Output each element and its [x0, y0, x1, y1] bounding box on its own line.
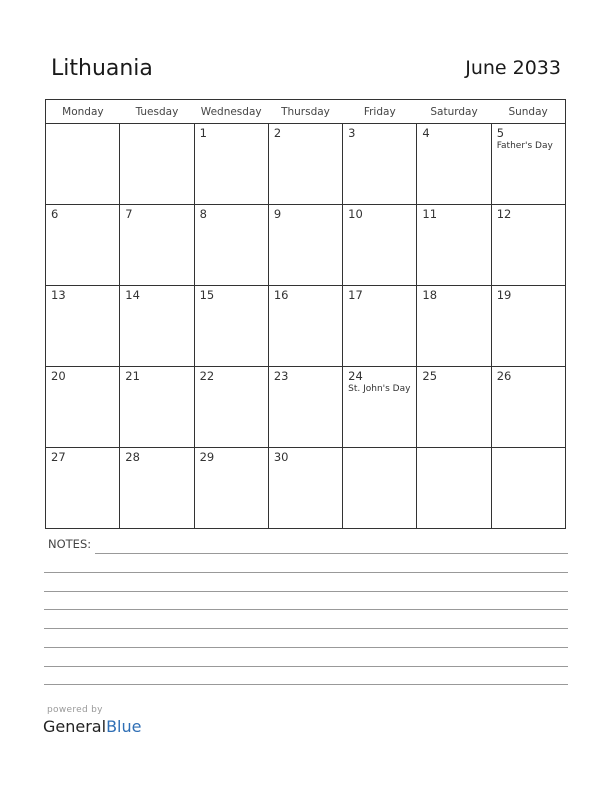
day-number: 28 [125, 450, 140, 464]
day-number: 9 [273, 207, 282, 221]
day-cell [194, 205, 268, 286]
brand-blue: Blue [106, 717, 142, 736]
country-title: Lithuania [51, 56, 153, 81]
day-number: 3 [348, 126, 356, 140]
weekday-monday: Monday [46, 100, 120, 124]
day-number: 18 [422, 288, 438, 302]
day-cell [194, 286, 268, 367]
weekday-friday: Friday [343, 100, 417, 124]
day-number: 23 [273, 369, 289, 383]
day-number: 26 [496, 369, 512, 383]
day-cell [417, 367, 491, 448]
brand-general: General [43, 717, 107, 736]
day-cell [417, 448, 491, 529]
day-number: 22 [199, 369, 215, 383]
day-number: 20 [51, 369, 66, 383]
holiday-label: St. John's Day [348, 384, 411, 394]
day-cell [194, 448, 268, 529]
notes-line [44, 591, 568, 592]
day-number: 4 [422, 126, 430, 140]
day-number: 6 [51, 207, 59, 221]
powered-by-text: powered by [47, 705, 103, 715]
notes-label: NOTES: [48, 537, 92, 551]
day-cell [194, 124, 268, 205]
day-cell [343, 205, 417, 286]
day-cell [343, 448, 417, 529]
week-row [46, 367, 566, 448]
day-cell [120, 448, 194, 529]
notes-line [44, 684, 568, 685]
day-cell [343, 367, 417, 448]
day-cell [417, 286, 491, 367]
notes-line [44, 666, 568, 667]
month-year-title: June 2033 [465, 57, 561, 79]
calendar-grid [45, 99, 566, 529]
day-number: 27 [51, 450, 66, 464]
day-number: 17 [348, 288, 363, 302]
day-cell [268, 205, 342, 286]
day-cell [120, 286, 194, 367]
day-number: 1 [199, 126, 207, 140]
day-cell [120, 205, 194, 286]
notes-line [44, 647, 568, 648]
day-cell [491, 448, 565, 529]
day-cell [46, 124, 120, 205]
day-number: 29 [199, 450, 215, 464]
day-cell [268, 286, 342, 367]
day-cell [491, 367, 565, 448]
day-number: 7 [125, 207, 133, 221]
day-cell [46, 448, 120, 529]
day-number: 13 [51, 288, 66, 302]
week-row [46, 205, 566, 286]
day-number: 8 [199, 207, 207, 221]
holiday-label: Father's Day [496, 141, 553, 151]
day-number: 11 [422, 207, 438, 221]
day-number: 24 [348, 369, 363, 383]
day-cell [120, 367, 194, 448]
day-cell [491, 124, 565, 205]
day-number: 15 [199, 288, 215, 302]
notes-line [95, 553, 568, 554]
day-cell [417, 124, 491, 205]
day-cell [46, 367, 120, 448]
day-cell [268, 367, 342, 448]
day-number: 30 [273, 450, 289, 464]
day-cell [343, 286, 417, 367]
day-number: 10 [348, 207, 363, 221]
weekday-wednesday: Wednesday [194, 100, 268, 124]
day-cell [268, 124, 342, 205]
notes-line [44, 609, 568, 610]
weekday-tuesday: Tuesday [120, 100, 194, 124]
week-row [46, 286, 566, 367]
day-cell [491, 205, 565, 286]
day-cell [46, 286, 120, 367]
week-row [46, 448, 566, 529]
day-number: 25 [422, 369, 438, 383]
day-cell [194, 367, 268, 448]
day-cell [491, 286, 565, 367]
day-cell [417, 205, 491, 286]
day-cell [343, 124, 417, 205]
notes-line [44, 572, 568, 573]
day-cell [268, 448, 342, 529]
weekday-thursday: Thursday [268, 100, 342, 124]
weekday-sunday: Sunday [491, 100, 565, 124]
week-row [46, 124, 566, 205]
day-number: 5 [496, 126, 505, 140]
weekday-header-row [46, 100, 566, 124]
day-number: 19 [496, 288, 512, 302]
day-number: 21 [125, 369, 140, 383]
notes-line [44, 628, 568, 629]
day-number: 12 [496, 207, 512, 221]
day-number: 2 [273, 126, 282, 140]
weekday-saturday: Saturday [417, 100, 491, 124]
day-number: 14 [125, 288, 140, 302]
day-cell [46, 205, 120, 286]
day-number: 16 [273, 288, 289, 302]
generalblue-logo [43, 717, 141, 736]
day-cell [120, 124, 194, 205]
